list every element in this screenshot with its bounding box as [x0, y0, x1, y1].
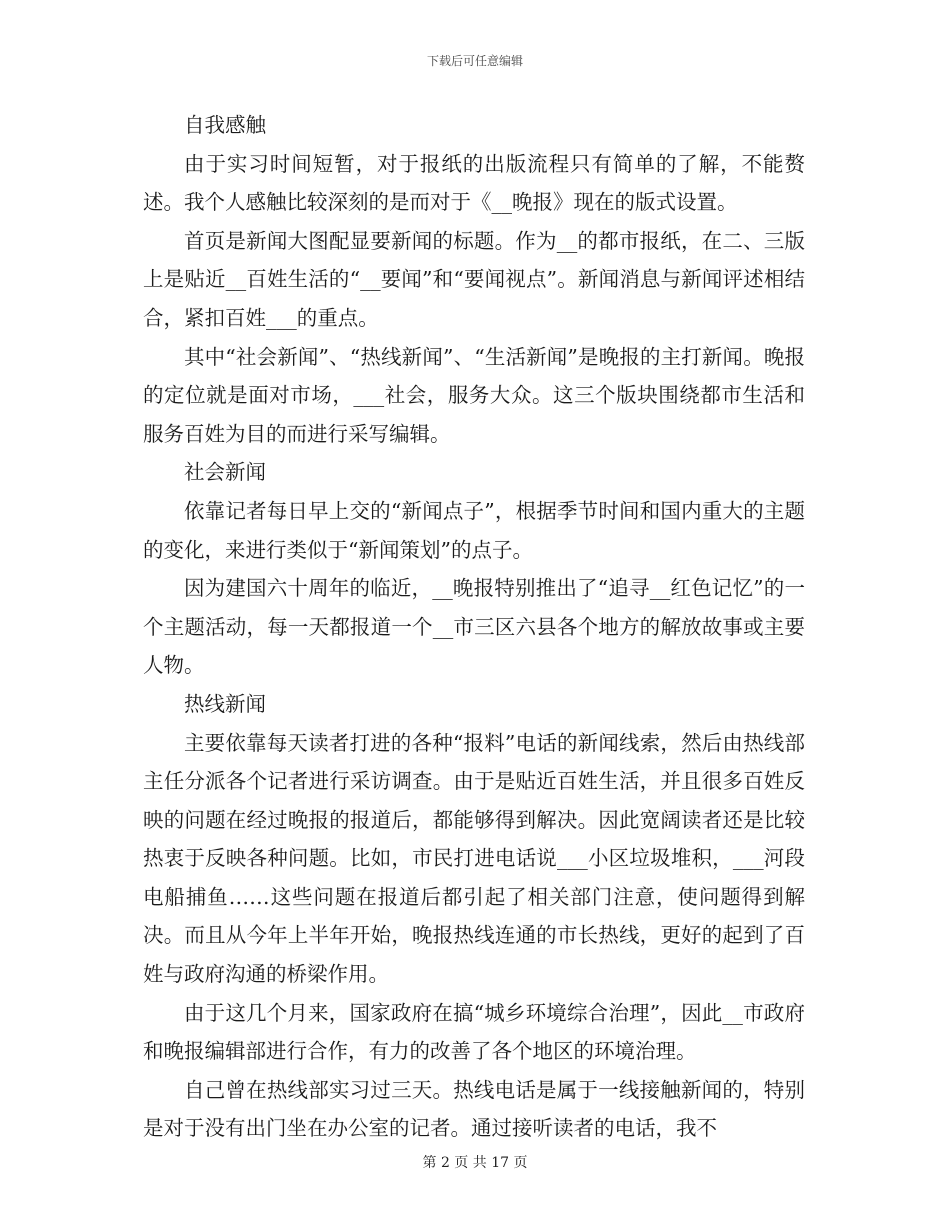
header-note: 下载后可任意编辑 [426, 54, 523, 68]
paragraph: 由于实习时间短暂，对于报纸的出版流程只有简单的了解，不能赘述。我个人感触比较深刻的是而对于《__晚报》现在的版式设置。 [143, 151, 805, 215]
document-body [143, 106, 805, 1148]
paragraph: 首页是新闻大图配显要新闻的标题。作为__的都市报纸，在二、三版上是贴近__百姓生活的“__要闻”和“要闻视点”。新闻消息与新闻评述相结合，紧扣百姓___的重点。 [143, 228, 805, 330]
paragraph: 依靠记者每日早上交的“新闻点子”，根据季节时间和国内重大的主题的变化，来进行类似于“新闻策划”的点子。 [143, 498, 805, 562]
section-heading-self-reflection: 自我感触 [184, 113, 266, 137]
paragraph: 因为建国六十周年的临近，__晚报特别推出了“追寻__红色记忆”的一个主题活动，每一天都报道一个__市三区六县各个地方的解放故事或主要人物。 [143, 576, 805, 678]
page-number: 第 2 页 共 17 页 [422, 1155, 528, 1171]
paragraph: 主要依靠每天读者打进的各种“报料”电话的新闻线索，然后由热线部主任分派各个记者进行采访调查。由于是贴近百姓生活，并且很多百姓反映的问题在经过晚报的报道后，都能够得到解决。因此宽阔读者还是比较热衷于反映各种问题。比如，市民打进电话说___小区垃圾堆积，___河段电船捕鱼……这些问题在报道后都引起了相关部门注意，使问题得到解决。而且从今年上半年开始，晚报热线连通的市长热线，更好的起到了百姓与政府沟通的桥梁作用。 [143, 730, 805, 987]
paragraph: 其中“社会新闻”、“热线新闻”、“生活新闻”是晚报的主打新闻。晚报的定位就是面对市场，___社会，服务大众。这三个版块围绕都市生活和服务百姓为目的而进行采写编辑。 [143, 344, 805, 446]
paragraph: 由于这几个月来，国家政府在搞“城乡环境综合治理”，因此__市政府和晚报编辑部进行合作，有力的改善了各个地区的环境治理。 [143, 1000, 805, 1064]
section-heading-social-news: 社会新闻 [184, 460, 266, 485]
paragraph: 自己曾在热线部实习过三天。热线电话是属于一线接触新闻的，特别是对于没有出门坐在办公室的记者。通过接听读者的电话，我不 [143, 1077, 805, 1141]
section-heading-hotline-news: 热线新闻 [184, 691, 266, 716]
